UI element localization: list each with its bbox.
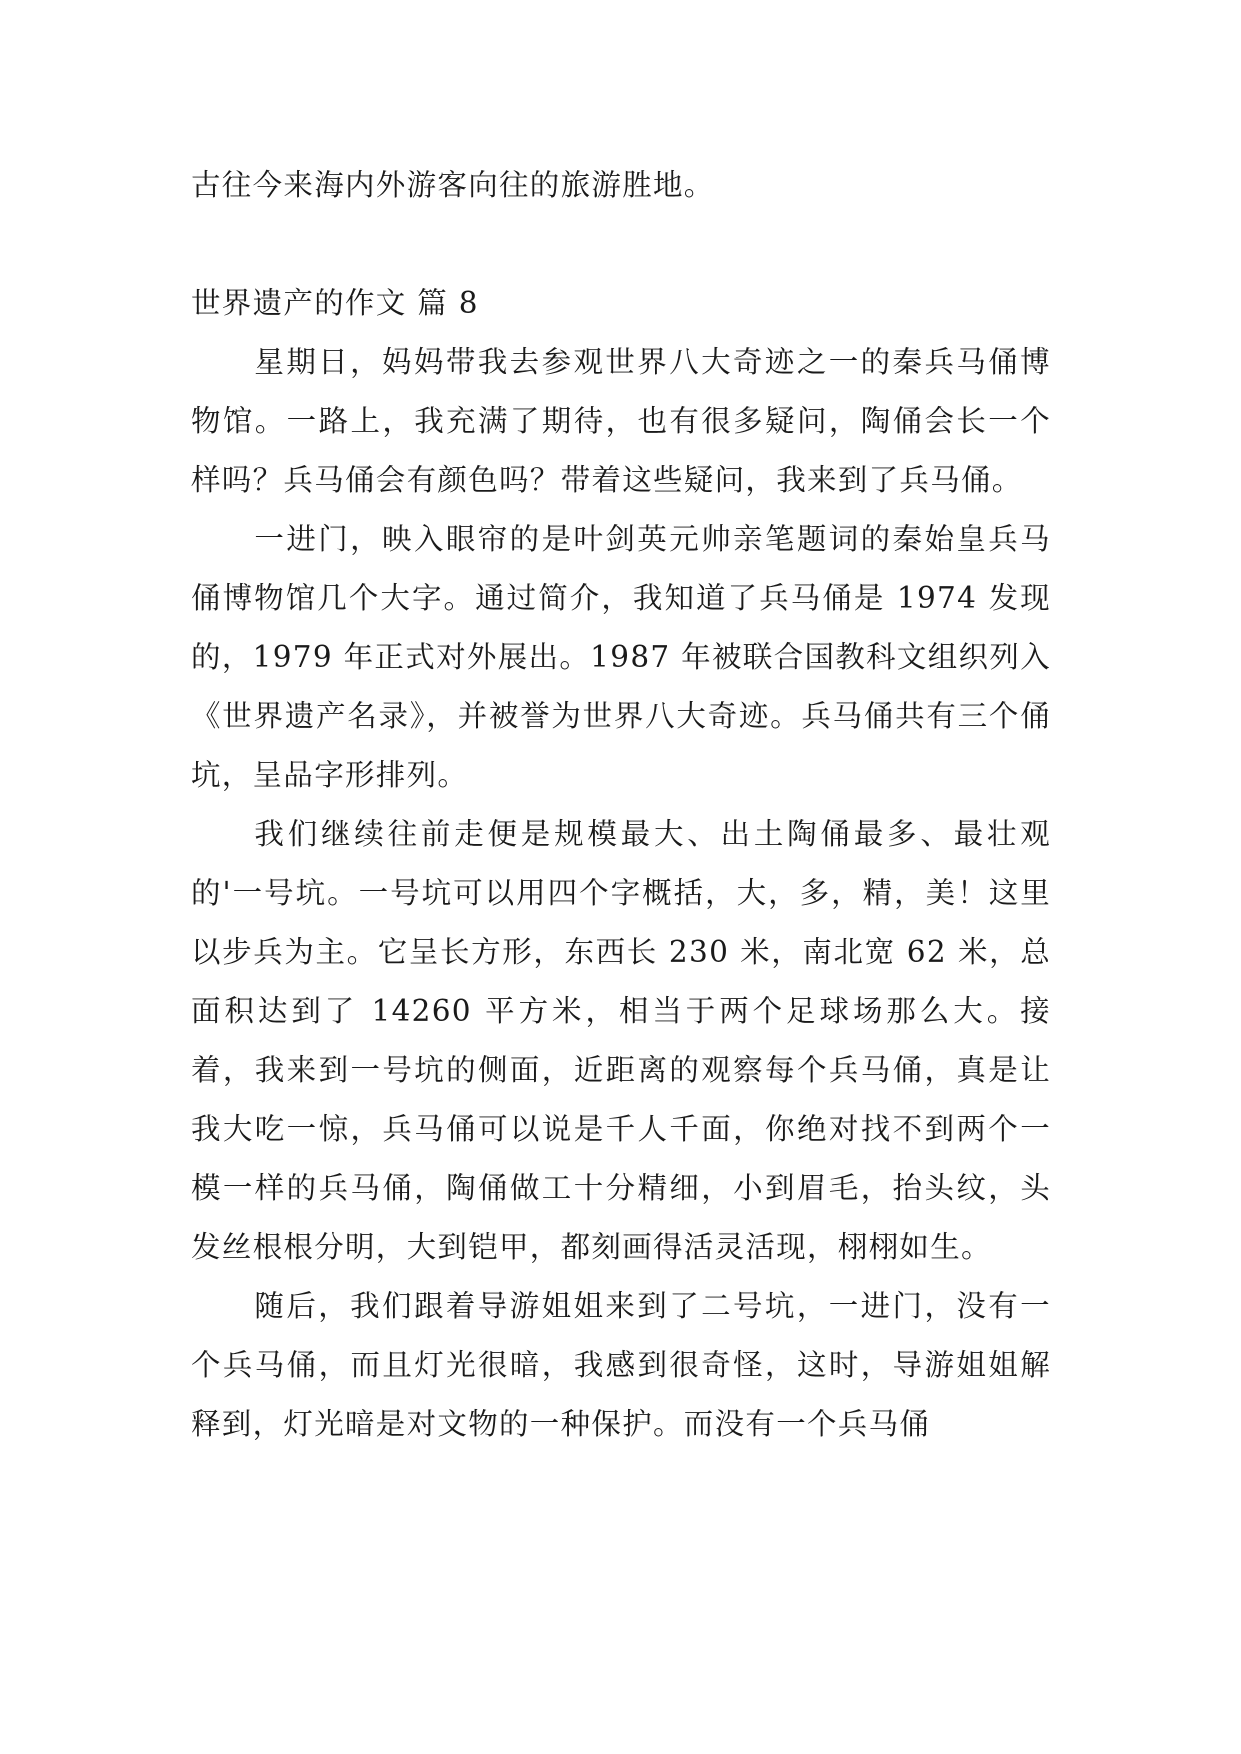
paragraph: 一进门，映入眼帘的是叶剑英元帅亲笔题词的秦始皇兵马俑博物馆几个大字。通过简介，我知道了兵马俑是 1974 发现的，1979 年正式对外展出。1987 年被联合国教科文组织列入《世界遗产名录》，并被誉为世界八大奇迹。兵马俑共有三个俑坑，呈品字形排列。 bbox=[191, 522, 1051, 792]
paragraph: 我们继续往前走便是规模最大、出土陶俑最多、最壮观的'一号坑。一号坑可以用四个字概括，大，多，精，美！这里以步兵为主。它呈长方形，东西长 230 米，南北宽 62 米，总面积达到了 14260 平方米，相当于两个足球场那么大。接着，我来到一号坑的侧面，近距离的观察每个兵马俑，真是让我大吃一惊，兵马俑可以说是千人千面，你绝对找不到两个一模一样的兵马俑，陶俑做工十分精细，小到眉毛，抬头纹，头发丝根根分明，大到铠甲，都刻画得活灵活现，栩栩如生。 bbox=[191, 817, 1051, 1264]
document-body bbox=[191, 156, 1051, 1454]
paragraph: 随后，我们跟着导游姐姐来到了二号坑，一进门，没有一个兵马俑，而且灯光很暗，我感到很奇怪，这时，导游姐姐解释到，灯光暗是对文物的一种保护。而没有一个兵马俑 bbox=[191, 1289, 1051, 1441]
continued-text-line: 古往今来海内外游客向往的旅游胜地。 bbox=[191, 168, 715, 202]
paragraph: 星期日，妈妈带我去参观世界八大奇迹之一的秦兵马俑博物馆。一路上，我充满了期待，也有很多疑问，陶俑会长一个样吗？兵马俑会有颜色吗？带着这些疑问，我来到了兵马俑。 bbox=[191, 345, 1051, 497]
section-title: 世界遗产的作文 篇 8 bbox=[191, 286, 479, 320]
blank-line bbox=[191, 215, 1051, 274]
